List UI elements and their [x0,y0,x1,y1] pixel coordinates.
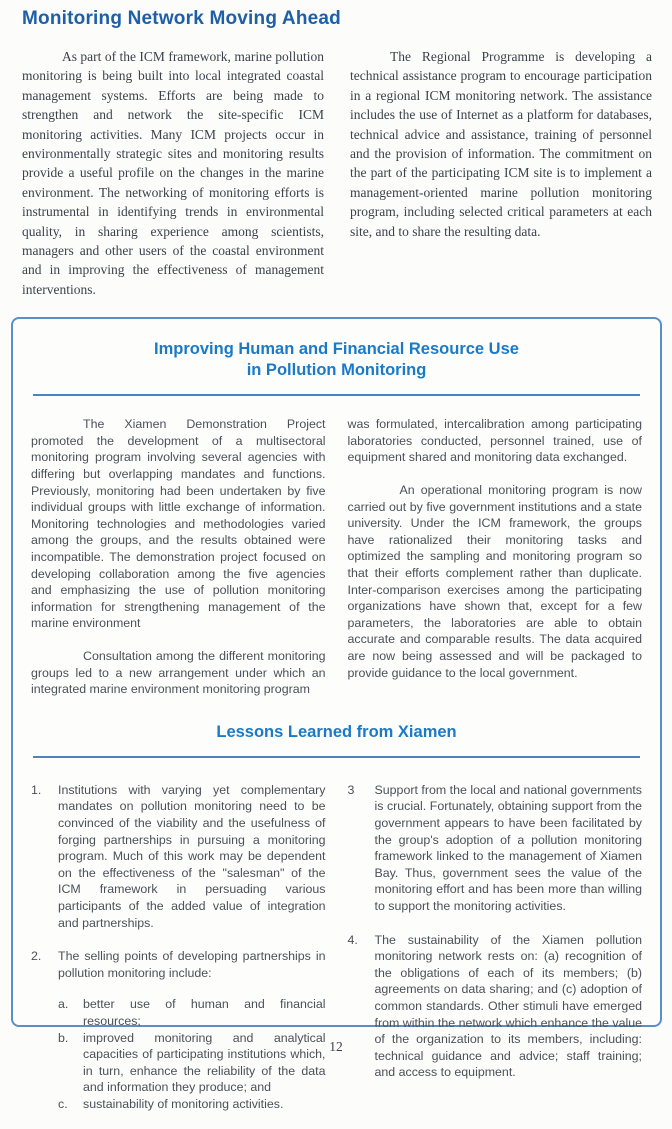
lessons-columns [31,782,642,1129]
box-left-paragraph-2: Consultation among the different monitoring groups led to a new arrangement under which an integrated marine environment monitoring program [31,649,326,697]
article-right-column [350,47,652,299]
sub-item-c-letter: c. [58,1096,68,1111]
lessons-left-column [31,782,326,1129]
box-right-paragraph-1: was formulated, intercalibration among participating laboratories conducted, personnel trained, use of equipment shared and monitoring data exchanged. [347,417,642,465]
lesson-item-3 [348,782,643,915]
lesson-item-2 [31,948,326,1112]
box-left-column [31,416,326,714]
lesson-item-4-number: 4. [347,932,358,947]
sub-item-a [58,996,326,1029]
page-number: 12 [329,1039,343,1055]
page-title: Monitoring Network Moving Ahead [22,8,341,29]
box-title [31,339,642,381]
box-title-line2: in Pollution Monitoring [246,361,427,380]
box-columns [31,416,642,714]
lesson-item-1 [31,782,326,931]
lesson-item-2-text: The selling points of developing partnerships in pollution monitoring include: [58,949,326,980]
article-right-paragraph: The Regional Programme is developing a technical assistance program to encourage participation in a regional ICM monitoring network. The assistance includes the use of Internet as a platform for databases, technical advice and assistance, training of personnel and the provision of information. The commitment on the part of the participating ICM site is to implement a management-oriented marine pollution monitoring program, including selected critical parameters at each site, and to share the resulting data. [350,49,652,239]
lesson-item-2-number: 2. [31,949,42,964]
lesson-item-3-number: 3 [347,782,355,797]
lessons-right-column [348,782,643,1129]
sub-item-b-letter: b. [58,1030,69,1045]
sub-item-c [58,1096,326,1113]
sub-item-b-text: improved monitoring and analytical capacities of participating institutions which, in turn, enhance the reliability of the data and information they produce; and [83,1030,326,1095]
lesson-item-4-text: The sustainability of the Xiamen pollution monitoring network rests on: (a) recognition of the obligations of each of its members; (b) agreements on data sharing; and (c) adoption of common standards. Other stimuli have emerged from within the network which enhance the value of the organization to its members, including: technical guidance and advice; staff training; and access to equipment. [374,932,642,1080]
sub-item-a-letter: a. [58,997,69,1012]
box-right-column [348,416,643,714]
sub-item-b [58,1030,326,1096]
article-columns [22,47,652,299]
box-right-paragraph-2: An operational monitoring program is now carried out by five government institutions and a state university. Under the ICM framework, the groups have rationalized their monitoring tasks and optimized the sampling and monitoring program so that their efforts complement rather than duplicate. Inter-comparison exercises among the participating organizations have shown that, except for a few parameters, the laboratories are able to obtain accurate and comparable results. The data acquired are now being assessed and will be packaged to provide guidance to the local government. [347,483,642,680]
sub-item-c-text: sustainability of monitoring activities. [83,1096,284,1111]
box-title-line1: Improving Human and Financial Resource Use [154,340,519,359]
title-divider-rule [33,394,640,396]
document-page [0,8,672,1111]
article-left-paragraph: As part of the ICM framework, marine pollution monitoring is being built into local integrated coastal management systems. Efforts are being made to strengthen and network the site-specific ICM monitoring activities. Many ICM projects occur in environmentally strategic sites and monitoring results provide a useful profile on the changes in the marine environment. The networking of monitoring efforts is instrumental in identifying trends in environmental quality, in sharing experience among scientists, managers and other users of the coastal environment and in improving the effectiveness of management interventions. [22,49,324,297]
lessons-title: Lessons Learned from Xiamen [216,722,457,741]
article-left-column [22,47,324,299]
lesson-item-1-number: 1. [31,782,42,797]
lesson-item-3-text: Support from the local and national governments is crucial. Fortunately, obtaining support from the government appears to have been facilitated by the group's adoption of a pollution monitoring framework linked to the management of Xiamen Bay. Thus, government sees the value of the monitoring effort and has been more than willing to support the monitoring activities. [374,782,642,913]
sub-item-a-text: better use of human and financial resources; [83,997,326,1028]
lesson-item-1-text: Institutions with varying yet complementary mandates on pollution monitoring need to be convinced of the viability and the usefulness of forging partnerships in pursuing a monitoring program. Much of this work may be dependent on the effectiveness of the "salesman" of the ICM framework in persuading various participants of the added value of integration and partnerships. [58,782,326,930]
lesson-item-4 [348,932,643,1081]
lesson-item-2-sublist [58,996,326,1112]
lessons-divider-rule [33,756,640,758]
lesson-item-2-body [58,948,326,1112]
box-left-paragraph-1: The Xiamen Demonstration Project promoted the development of a multisectoral monitoring program involving several agencies with differing but overlapping mandates and functions. Previously, monitoring had been undertaken by five individual groups with little exchange of information. Monitoring technologies and methodologies varied among the groups, and the results obtained were incompatible. The demonstration project focused on developing collaboration among the five agencies and emphasizing the use of pollution monitoring information for strengthening management of the marine environment [31,417,326,631]
